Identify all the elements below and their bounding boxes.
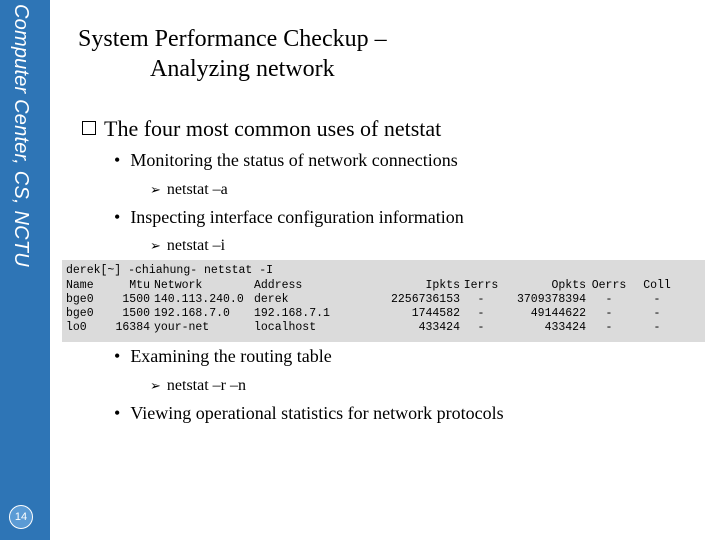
column-header: Name <box>66 279 94 292</box>
table-header <box>62 279 705 293</box>
arrow-bullet-icon: ➢ <box>150 239 161 254</box>
table-cell: 192.168.7.0 <box>154 307 230 320</box>
table-cell: 1500 <box>122 307 150 320</box>
arrow-bullet-icon: ➢ <box>150 183 161 198</box>
checkbox-bullet-icon <box>82 121 96 135</box>
title-line-1: System Performance Checkup – <box>78 26 387 52</box>
command-item <box>150 237 225 255</box>
table-row <box>62 321 705 335</box>
table-cell: derek <box>254 293 289 306</box>
table-cell: 140.113.240.0 <box>154 293 244 306</box>
table-cell: - <box>653 307 661 320</box>
table-cell: - <box>653 293 661 306</box>
main-bullet <box>82 116 441 142</box>
table-cell: 433424 <box>544 321 586 334</box>
arrow-bullet-icon: ➢ <box>150 379 161 394</box>
table-cell: 1500 <box>122 293 150 306</box>
sidebar-org-label: Computer Center, CS, NCTU <box>10 4 32 267</box>
slide-title <box>78 24 387 84</box>
table-cell: 2256736153 <box>390 293 460 306</box>
column-header: Mtu <box>129 279 150 292</box>
table-cell: - <box>477 307 485 320</box>
table-row <box>62 293 705 307</box>
bullet-item <box>114 346 332 367</box>
terminal-output <box>62 260 705 342</box>
table-row <box>62 307 705 321</box>
bullet-item-text: Examining the routing table <box>130 346 332 366</box>
bullet-item-text: Monitoring the status of network connections <box>130 150 458 170</box>
table-cell: 16384 <box>115 321 150 334</box>
table-cell: 49144622 <box>530 307 586 320</box>
command-text: netstat –a <box>166 181 228 198</box>
bullet-item <box>114 403 504 424</box>
column-header: Ierrs <box>463 279 499 292</box>
bullet-item <box>114 207 464 228</box>
bullet-dot-icon: • <box>114 207 121 227</box>
column-header: Ipkts <box>425 279 460 292</box>
table-cell: 1744582 <box>411 307 460 320</box>
table-cell: lo0 <box>66 321 87 334</box>
table-cell: - <box>477 321 485 334</box>
table-cell: - <box>477 293 485 306</box>
table-cell: 433424 <box>418 321 460 334</box>
sidebar <box>0 0 50 540</box>
terminal-prompt: derek[~] -chiahung- netstat -I <box>66 264 274 277</box>
command-item <box>150 377 246 395</box>
command-item <box>150 181 228 199</box>
table-cell: - <box>605 293 613 306</box>
bullet-item-text: Viewing operational statistics for network protocols <box>130 403 504 423</box>
table-cell: - <box>653 321 661 334</box>
column-header: Opkts <box>551 279 586 292</box>
column-header: Coll <box>643 279 671 292</box>
table-cell: - <box>605 307 613 320</box>
column-header: Network <box>154 279 203 292</box>
command-text: netstat –i <box>166 237 226 254</box>
title-line-2: Analyzing network <box>150 56 335 82</box>
bullet-dot-icon: • <box>114 150 121 170</box>
table-cell: bge0 <box>66 293 94 306</box>
bullet-dot-icon: • <box>114 346 121 366</box>
bullet-item <box>114 150 458 171</box>
column-header: Oerrs <box>591 279 627 292</box>
table-cell: localhost <box>254 321 317 334</box>
table-cell: bge0 <box>66 307 94 320</box>
main-bullet-text: The four most common uses of netstat <box>104 116 442 141</box>
command-text: netstat –r –n <box>166 377 246 394</box>
table-cell: your-net <box>154 321 210 334</box>
bullet-dot-icon: • <box>114 403 121 423</box>
bullet-item-text: Inspecting interface configuration information <box>130 207 464 227</box>
column-header: Address <box>254 279 303 292</box>
page-number: 14 <box>9 505 33 529</box>
table-cell: 3709378394 <box>516 293 586 306</box>
table-cell: 192.168.7.1 <box>254 307 330 320</box>
table-cell: - <box>605 321 613 334</box>
